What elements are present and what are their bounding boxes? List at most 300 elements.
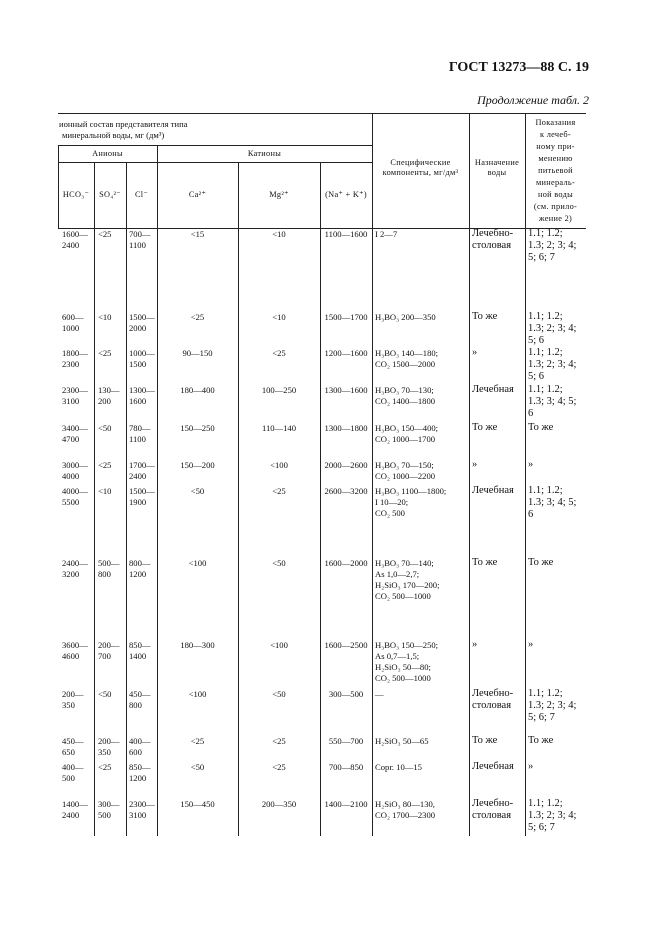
cell-purpose	[472, 639, 525, 651]
header-cl: Cl⁻	[134, 190, 149, 199]
col-divider-7	[469, 113, 470, 836]
cell-ind	[528, 688, 586, 724]
cell-hco3	[62, 640, 94, 662]
cell-line: <25	[98, 460, 112, 470]
cell-ca	[157, 689, 238, 700]
cell-hco3	[62, 689, 94, 711]
cell-line: 500—	[98, 558, 120, 568]
header-specific-components: Специфические	[390, 158, 451, 167]
cell-line: 1400—2100	[324, 799, 368, 809]
cell-line: H₃BO₃ 150—400;	[375, 423, 439, 433]
cell-line: 200	[98, 396, 111, 406]
cell-line: 1300—	[129, 385, 155, 395]
cell-line: CO₂ 1700—2300	[375, 810, 436, 820]
cell-hco3	[62, 460, 94, 482]
cell-line: <25	[98, 762, 112, 772]
cell-ind	[528, 459, 586, 471]
cell-line: 600	[129, 747, 142, 757]
cell-ca	[157, 799, 238, 810]
cell-line: Сорг. 10—15	[375, 762, 422, 772]
cell-mg	[238, 689, 320, 700]
cell-line: »	[528, 639, 534, 650]
cell-line: То же	[528, 735, 554, 746]
cell-nak	[320, 460, 372, 471]
cell-ind	[528, 422, 586, 434]
cell-line: 130—	[98, 385, 120, 395]
cell-purpose	[472, 422, 525, 434]
cell-spec	[375, 689, 469, 700]
cell-so4	[98, 799, 126, 821]
cell-line: 800—	[129, 558, 151, 568]
cell-line: 1900	[129, 497, 147, 507]
cell-so4	[98, 460, 126, 471]
cell-line: 500	[62, 773, 75, 783]
header-na-k: (Na⁺ + K⁺)	[325, 190, 367, 199]
cell-purpose	[472, 311, 525, 323]
cell-nak	[320, 423, 372, 434]
cell-ind	[528, 557, 586, 569]
cell-line: H₃BO₃ 70—130;	[375, 385, 434, 395]
cell-line: 1000	[62, 323, 80, 333]
cell-line: То же	[528, 557, 554, 568]
cell-line: 1.3; 2; 3; 4;	[528, 810, 577, 821]
cell-mg	[238, 762, 320, 773]
cell-ca	[157, 460, 238, 471]
cell-line: H₂SiO₃ 80—130,	[375, 799, 435, 809]
cell-ca	[157, 385, 238, 396]
cell-line: 1000—	[129, 348, 155, 358]
cell-line: 5; 6; 7	[528, 712, 555, 723]
cell-line: <50	[98, 423, 112, 433]
col-divider-5	[320, 162, 321, 836]
cell-line: 1500—	[129, 486, 155, 496]
cell-line: 400—	[62, 762, 84, 772]
cell-line: 2000	[129, 323, 147, 333]
cell-line: 1600—	[62, 229, 88, 239]
cell-line: То же	[472, 735, 498, 746]
cell-spec	[375, 385, 469, 407]
cell-line: 780—	[129, 423, 151, 433]
cell-line: 150—250	[180, 423, 215, 433]
table-header-divider-1	[58, 145, 372, 146]
cell-hco3	[62, 558, 94, 580]
cell-line: 3000—	[62, 460, 88, 470]
header-cations: Катионы	[247, 149, 282, 158]
cell-spec	[375, 558, 469, 602]
header-mg: Mg²⁺	[269, 190, 289, 199]
cell-cl	[129, 486, 157, 508]
cell-line: 1.3; 2; 3; 4;	[528, 240, 577, 251]
cell-mg	[238, 348, 320, 359]
cell-line: H₃BO₃ 1100—1800;	[375, 486, 447, 496]
cell-line: столовая	[472, 700, 512, 711]
cell-line: 1.1; 1.2;	[528, 228, 563, 239]
cell-cl	[129, 640, 157, 662]
cell-nak	[320, 736, 372, 747]
header-ion-composition: ионный состав представителя типа	[59, 119, 188, 129]
cell-nak	[320, 348, 372, 359]
cell-ca	[157, 640, 238, 651]
cell-line: 1.1; 1.2;	[528, 485, 563, 496]
cell-spec	[375, 460, 469, 482]
cell-purpose	[472, 228, 525, 252]
cell-so4	[98, 229, 126, 240]
cell-line: 700	[98, 651, 111, 661]
cell-line: 700—850	[328, 762, 364, 772]
cell-nak	[320, 762, 372, 773]
header-ca: Ca²⁺	[188, 190, 207, 199]
cell-purpose	[472, 798, 525, 822]
cell-line: <50	[98, 689, 112, 699]
cell-line: 400—	[129, 736, 151, 746]
cell-line: <50	[190, 762, 205, 772]
cell-line: 450—	[129, 689, 151, 699]
cell-so4	[98, 736, 126, 758]
cell-line: 1300—1600	[324, 385, 368, 395]
col-divider-1	[94, 162, 95, 836]
cell-cl	[129, 558, 157, 580]
cell-cl	[129, 385, 157, 407]
cell-ind	[528, 485, 586, 521]
cell-nak	[320, 229, 372, 240]
cell-line: <100	[270, 640, 288, 650]
cell-line: <50	[272, 689, 286, 699]
cell-mg	[238, 799, 320, 810]
cell-mg	[238, 460, 320, 471]
cell-line: 200—	[98, 736, 120, 746]
cell-line: —	[375, 689, 384, 699]
cell-line: 1.3; 2; 3; 4;	[528, 323, 577, 334]
cell-hco3	[62, 423, 94, 445]
cell-ca	[157, 312, 238, 323]
cell-nak	[320, 486, 372, 497]
cell-line: 2400	[129, 471, 147, 481]
cell-line: 4000—	[62, 486, 88, 496]
cell-ca	[157, 229, 238, 240]
cell-line: CO₂ 1000—1700	[375, 434, 436, 444]
cell-so4	[98, 312, 126, 323]
cell-ind	[528, 735, 586, 747]
cell-line: <100	[188, 558, 207, 568]
cell-line: 2400	[62, 810, 80, 820]
cell-line: 6	[528, 408, 534, 419]
cell-line: 1.1; 1.2;	[528, 347, 563, 358]
cell-hco3	[62, 385, 94, 407]
cell-line: 1.1; 1.2;	[528, 384, 563, 395]
cell-line: 2000—2600	[324, 460, 368, 470]
cell-nak	[320, 689, 372, 700]
cell-line: 150—200	[180, 460, 215, 470]
cell-line: I 10—20;	[375, 497, 409, 507]
cell-line: H₃BO₃ 140—180;	[375, 348, 439, 358]
cell-ca	[157, 486, 238, 497]
cell-line: 3100	[129, 810, 147, 820]
cell-line: As 0,7—1,5;	[375, 651, 420, 661]
cell-line: H₂SiO₃ 50—80;	[375, 662, 431, 672]
cell-cl	[129, 348, 157, 370]
cell-line: H₃BO₃ 70—150;	[375, 460, 434, 470]
cell-line: CO₂ 500	[375, 508, 405, 518]
cell-hco3	[62, 312, 94, 334]
cell-line: 800	[129, 700, 142, 710]
table-continuation-label: Продолжение табл. 2	[477, 93, 589, 107]
cell-line: 1200—1600	[324, 348, 368, 358]
cell-nak	[320, 558, 372, 569]
cell-cl	[129, 312, 157, 334]
cell-line: 4700	[62, 434, 80, 444]
cell-cl	[129, 736, 157, 758]
cell-ca	[157, 558, 238, 569]
cell-line: То же	[472, 311, 498, 322]
cell-line: 1600	[129, 396, 147, 406]
cell-line: <100	[270, 460, 288, 470]
cell-mg	[238, 385, 320, 396]
cell-line: Лечебная	[472, 384, 514, 395]
cell-line: 350	[62, 700, 75, 710]
cell-cl	[129, 460, 157, 482]
cell-ind	[528, 798, 586, 834]
cell-line: H₃BO₃ 70—140;	[375, 558, 434, 568]
cell-line: CO₂ 1400—1800	[375, 396, 436, 406]
cell-line: столовая	[472, 810, 512, 821]
cell-line: столовая	[472, 240, 512, 251]
cell-spec	[375, 762, 469, 773]
cell-line: 4000	[62, 471, 80, 481]
cell-line: 1400	[129, 651, 147, 661]
cell-line: 1.1; 1.2;	[528, 311, 563, 322]
cell-line: 200—	[98, 640, 120, 650]
cell-line: 1200	[129, 773, 147, 783]
cell-line: 200—	[62, 689, 84, 699]
cell-so4	[98, 689, 126, 700]
cell-ca	[157, 348, 238, 359]
cell-mg	[238, 312, 320, 323]
cell-so4	[98, 486, 126, 497]
cell-line: 1800—	[62, 348, 88, 358]
cell-line: 3400—	[62, 423, 88, 433]
cell-line: I 2—7	[375, 229, 398, 239]
cell-line: »	[472, 639, 478, 650]
cell-line: 1.3; 2; 3; 4;	[528, 700, 577, 711]
cell-hco3	[62, 229, 94, 251]
cell-line: H₃BO₃ 200—350	[375, 312, 436, 322]
cell-line: 100—250	[261, 385, 297, 395]
cell-line: 2300—	[62, 385, 88, 395]
cell-line: 6	[528, 509, 534, 520]
cell-purpose	[472, 735, 525, 747]
cell-line: 1100	[129, 434, 146, 444]
cell-line: <25	[272, 736, 286, 746]
cell-line: <25	[98, 348, 112, 358]
cell-spec	[375, 799, 469, 821]
cell-purpose	[472, 347, 525, 359]
cell-hco3	[62, 762, 94, 784]
cell-line: 1200	[129, 569, 147, 579]
cell-line: <25	[272, 486, 286, 496]
cell-so4	[98, 423, 126, 434]
cell-mg	[238, 640, 320, 651]
cell-line: <50	[190, 486, 205, 496]
cell-line: 180—300	[180, 640, 215, 650]
cell-so4	[98, 385, 126, 407]
cell-line: 1.3; 3; 4; 5;	[528, 396, 577, 407]
cell-line: 5; 6; 7	[528, 252, 555, 263]
cell-line: »	[472, 347, 478, 358]
cell-cl	[129, 689, 157, 711]
cell-spec	[375, 640, 469, 684]
col-divider-6	[372, 113, 373, 836]
cell-nak	[320, 312, 372, 323]
cell-line: Лечебно-	[472, 688, 514, 699]
cell-line: H₃BO₃ 150—250;	[375, 640, 439, 650]
cell-spec	[375, 229, 469, 240]
cell-spec	[375, 423, 469, 445]
cell-purpose	[472, 557, 525, 569]
cell-line: H₂SiO₃ 50—65	[375, 736, 429, 746]
cell-line: 1.1; 1.2;	[528, 688, 563, 699]
cell-line: 1500—	[129, 312, 155, 322]
cell-line: 1400—	[62, 799, 88, 809]
cell-line: 5; 6	[528, 371, 545, 382]
cell-cl	[129, 799, 157, 821]
cell-line: 300—	[98, 799, 120, 809]
cell-spec	[375, 486, 469, 519]
cell-purpose	[472, 459, 525, 471]
cell-line: 4600	[62, 651, 80, 661]
cell-line: 850—	[129, 640, 151, 650]
cell-line: <15	[190, 229, 205, 239]
cell-line: 200—350	[261, 799, 297, 809]
cell-line: 700—	[129, 229, 151, 239]
cell-line: <10	[98, 312, 112, 322]
cell-line: 1700—	[129, 460, 155, 470]
cell-line: 5; 6; 7	[528, 822, 555, 833]
cell-line: 3200	[62, 569, 80, 579]
cell-line: <50	[272, 558, 286, 568]
cell-purpose	[472, 688, 525, 712]
cell-line: Лечебная	[472, 485, 514, 496]
cell-line: 2400—	[62, 558, 88, 568]
header-purpose: Назначение	[474, 158, 520, 167]
cell-line: »	[472, 459, 478, 470]
cell-line: <25	[98, 229, 112, 239]
header-so4: SO₄²⁻	[99, 190, 121, 199]
cell-mg	[238, 486, 320, 497]
cell-ca	[157, 423, 238, 434]
cell-line: 150—450	[180, 799, 215, 809]
cell-line: 1300—1800	[324, 423, 368, 433]
cell-ind	[528, 761, 586, 773]
cell-line: <25	[190, 736, 205, 746]
cell-line: 3100	[62, 396, 80, 406]
cell-line: 1500	[129, 359, 147, 369]
cell-line: CO₂ 1000—2200	[375, 471, 436, 481]
cell-line: 180—400	[180, 385, 215, 395]
cell-line: 3600—	[62, 640, 88, 650]
page-header: ГОСТ 13273—88 С. 19	[448, 60, 589, 75]
cell-line: 2400	[62, 240, 80, 250]
cell-line: <25	[190, 312, 205, 322]
cell-line: 5; 6	[528, 335, 545, 346]
cell-so4	[98, 640, 126, 662]
cell-line: 1.1; 1.2;	[528, 798, 563, 809]
cell-line: 2600—3200	[324, 486, 368, 496]
cell-line: 1600—2000	[324, 558, 368, 568]
cell-line: 450—	[62, 736, 84, 746]
cell-line: CO₂ 500—1000	[375, 673, 431, 683]
cell-cl	[129, 762, 157, 784]
cell-line: 1.3; 2; 3; 4;	[528, 359, 577, 370]
cell-hco3	[62, 486, 94, 508]
cell-line: 650	[62, 747, 75, 757]
cell-hco3	[62, 736, 94, 758]
cell-line: »	[528, 459, 534, 470]
cell-cl	[129, 423, 157, 445]
cell-line: <25	[272, 762, 286, 772]
cell-line: 110—140	[261, 423, 297, 433]
cell-ind	[528, 228, 586, 264]
cell-line: »	[528, 761, 534, 772]
cell-ind	[528, 347, 586, 383]
cell-line: H₂SiO₃ 170—200;	[375, 580, 440, 590]
cell-line: 90—150	[182, 348, 213, 358]
cell-line: <100	[188, 689, 207, 699]
header-ion-composition-units: минеральной воды, мг (дм³)	[62, 130, 165, 140]
cell-line: 500	[98, 810, 111, 820]
cell-so4	[98, 348, 126, 359]
cell-line: 1100	[129, 240, 146, 250]
cell-line: 1600—2500	[324, 640, 368, 650]
cell-nak	[320, 640, 372, 651]
cell-line: 1500—1700	[324, 312, 368, 322]
cell-mg	[238, 423, 320, 434]
cell-line: 2300	[62, 359, 80, 369]
cell-spec	[375, 736, 469, 747]
cell-mg	[238, 558, 320, 569]
cell-line: 5500	[62, 497, 80, 507]
cell-spec	[375, 348, 469, 370]
cell-line: 350	[98, 747, 111, 757]
table-top-border	[58, 113, 586, 114]
header-purpose-word: воды	[487, 168, 507, 177]
cell-line: 850—	[129, 762, 151, 772]
header-hco3: HCO₃⁻	[62, 190, 90, 199]
cell-line: CO₂ 1500—2000	[375, 359, 436, 369]
cell-line: 550—700	[328, 736, 364, 746]
col-divider-2	[126, 162, 127, 836]
cell-so4	[98, 558, 126, 580]
cell-so4	[98, 762, 126, 773]
cell-ind	[528, 311, 586, 347]
cell-ca	[157, 762, 238, 773]
table-header-divider-2	[58, 162, 372, 163]
cell-line: То же	[528, 422, 554, 433]
header-indications: Показания к лечеб- ному при- менению питьевой минераль- ной воды (см. прило- жение 2)	[533, 118, 578, 223]
cell-ca	[157, 736, 238, 747]
cell-line: <10	[272, 312, 286, 322]
cell-purpose	[472, 761, 525, 773]
cell-purpose	[472, 384, 525, 396]
header-anions: Анионы	[92, 149, 123, 158]
cell-line: 1.3; 3; 4; 5;	[528, 497, 577, 508]
cell-hco3	[62, 348, 94, 370]
cell-nak	[320, 385, 372, 396]
cell-ind	[528, 384, 586, 420]
cell-line: Лечебная	[472, 761, 514, 772]
cell-line: As 1,0—2,7;	[375, 569, 420, 579]
header-specific-components-units: компоненты, мг/дм³	[382, 168, 459, 177]
cell-line: 800	[98, 569, 111, 579]
